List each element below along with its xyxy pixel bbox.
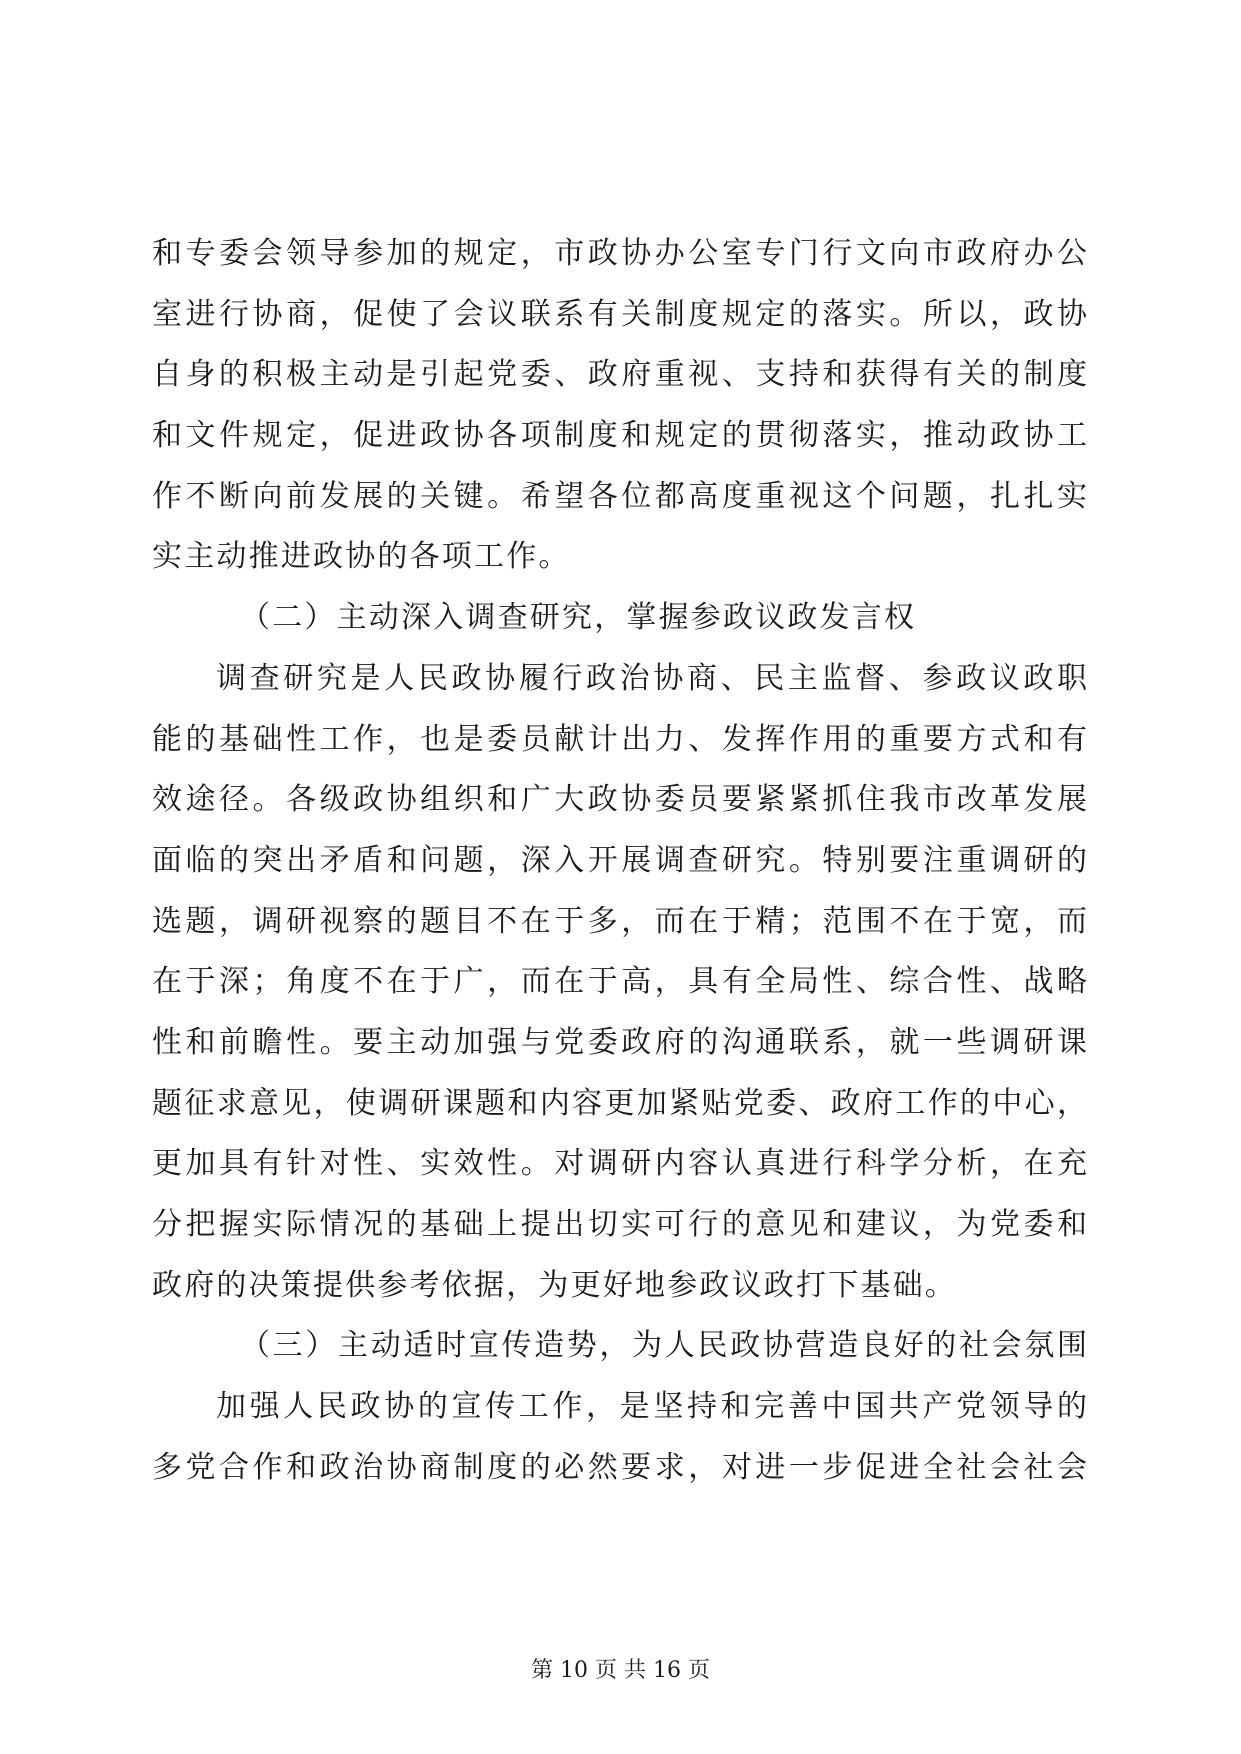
page-footer: 第 10 页 共 16 页 xyxy=(531,1658,710,1683)
body-text xyxy=(152,224,1087,1498)
text-line: 选题，调研视察的题目不在于多，而在于精；范围不在于宽，而 xyxy=(152,903,1087,939)
text-line: 多党合作和政治协商制度的必然要求，对进一步促进全社会社会 xyxy=(152,1449,1087,1485)
section-heading: （二）主动深入调查研究，掌握参政议政发言权 xyxy=(240,600,917,636)
text-line: 更加具有针对性、实效性。对调研内容认真进行科学分析，在充 xyxy=(152,1146,1087,1182)
text-line: 自身的积极主动是引起党委、政府重视、支持和获得有关的制度 xyxy=(152,357,1087,393)
text-line: 性和前瞻性。要主动加强与党委政府的沟通联系，就一些调研课 xyxy=(152,1024,1087,1060)
section-heading: （三）主动适时宣传造势，为人民政协营造良好的社会氛围 xyxy=(240,1328,1087,1364)
text-line: 面临的突出矛盾和问题，深入开展调查研究。特别要注重调研的 xyxy=(152,842,1087,878)
text-line: 和文件规定，促进政协各项制度和规定的贯彻落实，推动政协工 xyxy=(152,418,1087,454)
text-line: 题征求意见，使调研课题和内容更加紧贴党委、政府工作的中心， xyxy=(152,1085,1087,1121)
text-line: 效途径。各级政协组织和广大政协委员要紧紧抓住我市改革发展 xyxy=(152,782,1087,818)
text-line: 分把握实际情况的基础上提出切实可行的意见和建议，为党委和 xyxy=(152,1207,1087,1242)
text-line: 作不断向前发展的关键。希望各位都高度重视这个问题，扎扎实 xyxy=(152,478,1087,514)
text-line: 调查研究是人民政协履行政治协商、民主监督、参政议政职 xyxy=(216,660,1087,696)
text-line: 和专委会领导参加的规定，市政协办公室专门行文向市政府办公 xyxy=(152,236,1087,271)
text-line: 加强人民政协的宣传工作，是坚持和完善中国共产党领导的 xyxy=(216,1389,1087,1425)
text-line: 政府的决策提供参考依据，为更好地参政议政打下基础。 xyxy=(152,1267,957,1303)
text-line: 能的基础性工作，也是委员献计出力、发挥作用的重要方式和有 xyxy=(152,721,1087,757)
text-line: 室进行协商，促使了会议联系有关制度规定的落实。所以，政协 xyxy=(152,296,1087,332)
text-line: 实主动推进政协的各项工作。 xyxy=(152,539,571,575)
text-line: 在于深；角度不在于广，而在于高，具有全局性、综合性、战略 xyxy=(152,964,1087,1000)
